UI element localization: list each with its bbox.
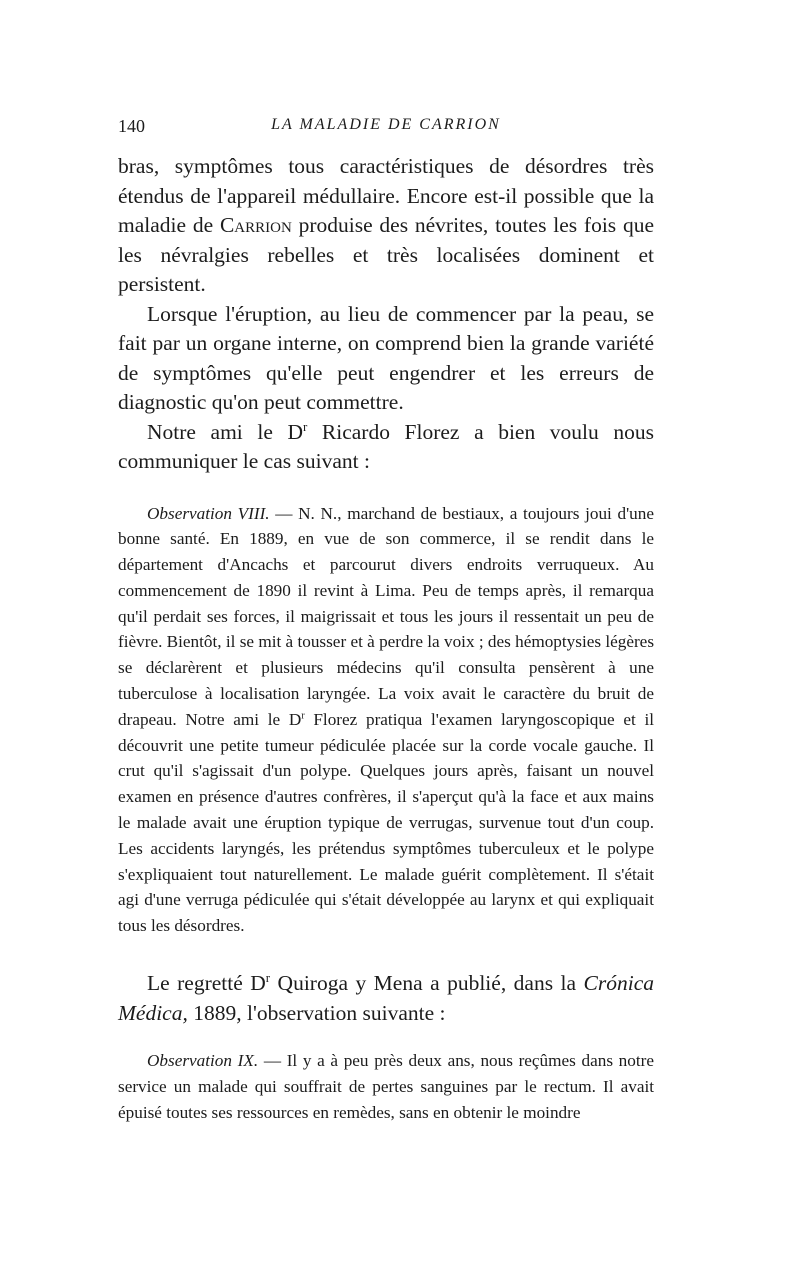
- text-span: bras, symptômes tous caractéristiques de désordres très étendus de l'appareil médullaire. Encore est-il possible que la maladie de: [118, 154, 654, 237]
- text-span: Ricardo Florez a bien voulu nous communiquer le cas suivant :: [118, 419, 654, 473]
- observation-viii: [118, 501, 654, 940]
- paragraph-florez-intro: [118, 418, 654, 477]
- observation-label: Observation IX.: [147, 1051, 259, 1071]
- text-span: Le regretté D: [147, 971, 266, 996]
- superscript: r: [265, 970, 271, 985]
- page-header: [118, 112, 654, 142]
- paragraph-quiroga-intro: [118, 969, 654, 1028]
- text-span: — N. N., marchand de bestiaux, a toujours joui d'une bonne santé. En 1889, en vue de son commerce, il se rendit dans le département d'Ancachs et parcourut divers endroits verruqueux. Au commencement de 1890 il revint à Lima. Peu de temps après, il remarqua qu'il perdait ses forces, il maigrissait et tous les jours il ressentait un peu de fièvre. Bientôt, il se mit à tousser et à perdre la voix ; des hémoptysies légères se déclarèrent et plusieurs médecins qu'il consulta pensèrent à une tuberculose à localisation laryngée. La voix avait le caractère du bruit de drapeau. Notre ami le D: [118, 503, 655, 729]
- author-name: Carrion: [219, 213, 292, 237]
- observation-ix: [118, 1048, 654, 1125]
- running-title: LA MALADIE DE CARRION: [271, 116, 501, 133]
- text-span: Notre ami le D: [147, 419, 304, 444]
- text-span: 1889, l'observation suivante :: [187, 1000, 446, 1025]
- text-span: produise des névrites, toutes les fois que les névralgies rebelles et très localisées dominent et persistent.: [118, 213, 655, 296]
- journal-title: Crónica Médica,: [118, 971, 654, 1025]
- page-body: [118, 152, 654, 1125]
- paragraph-eruption: Lorsque l'éruption, au lieu de commencer par la peau, se fait par un organe interne, on comprend bien la grande variété de symptômes qu'elle peut engendrer et les erreurs de diagnostic qu'on peut commettre.: [118, 301, 654, 414]
- superscript: r: [301, 710, 305, 722]
- text-span: Quiroga y Mena a publié, dans la: [270, 971, 584, 996]
- page-number: 140: [118, 116, 145, 136]
- observation-label: Observation VIII.: [147, 503, 270, 523]
- superscript: r: [303, 419, 308, 434]
- text-span: — Il y a à peu près deux ans, nous reçûmes dans notre service un malade qui souffrait de pertes sanguines par le rectum. Il avait épuisé toutes ses ressources en remèdes, sans en obtenir le moindre: [118, 1051, 654, 1122]
- text-span: Florez pratiqua l'examen laryngoscopique et il découvrit une petite tumeur pédiculée placée sur la corde vocale gauche. Il crut qu'il s'agissait d'un polype. Quelques jours après, faisant un nouvel examen en présence d'autres confrères, il s'aperçut qu'à la face et aux mains le malade avait une éruption typique de verrugas, survenue tout d'un coup. Les accidents laryngés, les prétendus symptômes tuberculeux et le polype s'expliquaient tout naturellement. Le malade guérit complètement. Il s'était agi d'une verruga pédiculée qui s'était développée au larynx et qui expliquait tous les désordres.: [118, 709, 654, 936]
- paragraph-continuation: [118, 152, 654, 300]
